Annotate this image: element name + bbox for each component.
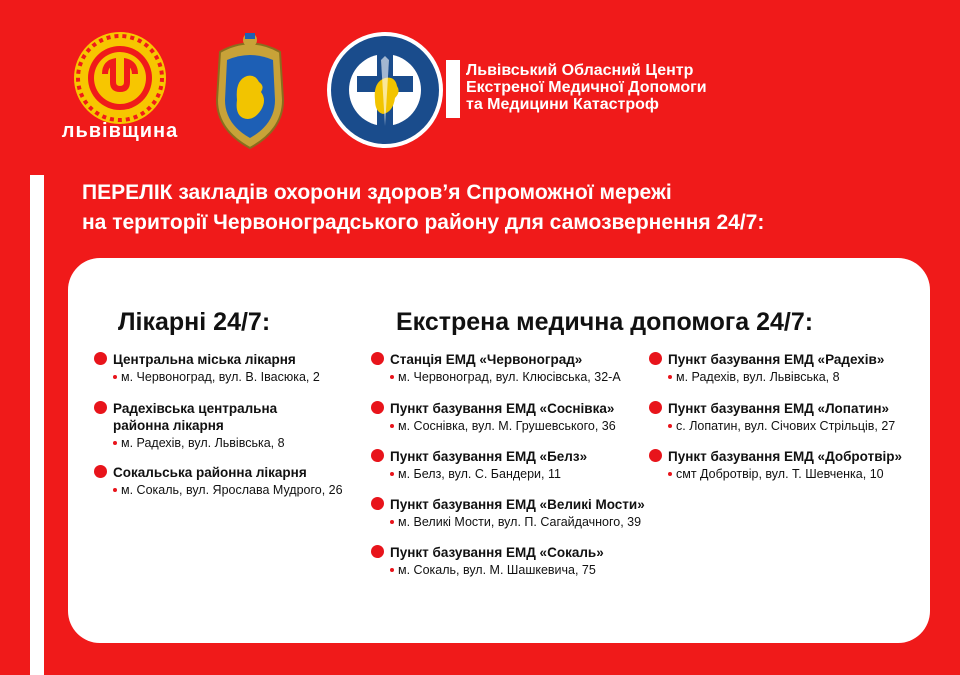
emergency-item (371, 351, 651, 384)
emergency-item (371, 400, 651, 433)
org-title (466, 62, 707, 113)
hospitals-title: Лікарні 24/7: (118, 308, 271, 336)
address-dot-icon (113, 488, 117, 492)
hospital-item (94, 400, 304, 450)
logo-wordmark: львівщина (61, 120, 179, 142)
address-dot-icon (390, 568, 394, 572)
emergency-name: Пункт базування ЕМД «Белз» (390, 449, 588, 464)
hospital-name: Центральна міська лікарня (113, 352, 296, 367)
emergency-address: м. Радехів, вул. Львівська, 8 (676, 370, 840, 384)
emergency-item (371, 448, 651, 481)
emergency-name: Пункт базування ЕМД «Великі Мости» (390, 497, 645, 512)
hospital-name: Сокальська районна лікарня (113, 465, 307, 480)
emergency-name: Пункт базування ЕМД «Добротвір» (668, 449, 903, 464)
bullet-dot-icon (649, 352, 662, 365)
address-dot-icon (390, 424, 394, 428)
emergency-address: м. Червоноград, вул. Клюсівська, 32-А (398, 370, 621, 384)
hospital-address: м. Червоноград, вул. В. Івасюка, 2 (121, 370, 320, 384)
address-dot-icon (390, 472, 394, 476)
address-dot-icon (113, 441, 117, 445)
emergency-name: Пункт базування ЕМД «Лопатин» (668, 401, 890, 416)
emergency-item (371, 496, 671, 529)
address-dot-icon (668, 472, 672, 476)
bullet-dot-icon (371, 352, 384, 365)
emergency-name: Пункт базування ЕМД «Радехів» (668, 352, 885, 367)
bullet-dot-icon (371, 401, 384, 414)
emergency-address: с. Лопатин, вул. Січових Стрільців, 27 (676, 419, 896, 433)
address-dot-icon (390, 520, 394, 524)
emergency-medical-emblem-icon (325, 30, 445, 150)
hospital-address: м. Радехів, вул. Львівська, 8 (121, 436, 285, 450)
bullet-dot-icon (371, 449, 384, 462)
emergency-item (649, 448, 924, 481)
headline-line-2: на території Червоноградського району для самозвернення 24/7: (82, 211, 765, 234)
org-title-line-2: Екстреної Медичної Допомоги (466, 79, 707, 96)
emergency-item (649, 351, 919, 384)
address-dot-icon (390, 375, 394, 379)
page-headline (82, 178, 764, 238)
org-title-line-3: та Медицини Катастроф (466, 96, 659, 113)
emergency-address: м. Белз, вул. С. Бандери, 11 (398, 467, 561, 481)
facilities-card (68, 258, 930, 643)
emergency-item (371, 544, 651, 577)
emergency-item (649, 400, 919, 433)
bullet-dot-icon (371, 497, 384, 510)
emergency-name: Станція ЕМД «Червоноград» (390, 352, 583, 367)
hospital-item (94, 464, 364, 497)
bullet-dot-icon (649, 449, 662, 462)
emergency-address: м. Соснівка, вул. М. Грушевського, 36 (398, 419, 616, 433)
bullet-dot-icon (94, 352, 107, 365)
org-title-line-1: Львівський Обласний Центр (466, 62, 694, 79)
bullet-dot-icon (94, 465, 107, 478)
address-dot-icon (668, 375, 672, 379)
hospital-name: Радехівська центральна районна лікарня (113, 401, 278, 433)
org-title-bar (446, 60, 460, 118)
bullet-dot-icon (371, 545, 384, 558)
emergency-address: смт Добротвір, вул. Т. Шевченка, 10 (676, 467, 884, 481)
bullet-dot-icon (94, 401, 107, 414)
coat-of-arms-icon (205, 30, 295, 155)
headline-line-1: ПЕРЕЛІК закладів охорони здоров’я Спроможної мережі (82, 181, 672, 204)
lvivshchyna-logo (40, 28, 200, 148)
emergency-address: м. Сокаль, вул. М. Шашкевича, 75 (398, 563, 596, 577)
address-dot-icon (113, 375, 117, 379)
emergency-title: Екстрена медична допомога 24/7: (396, 308, 814, 336)
emergency-name: Пункт базування ЕМД «Сокаль» (390, 545, 604, 560)
emergency-name: Пункт базування ЕМД «Соснівка» (390, 401, 615, 416)
emergency-address: м. Великі Мости, вул. П. Сагайдачного, 39 (398, 515, 642, 529)
address-dot-icon (668, 424, 672, 428)
decorative-stripe (30, 175, 44, 675)
hospital-item (94, 351, 334, 384)
sun-emblem-icon (40, 28, 200, 128)
bullet-dot-icon (649, 401, 662, 414)
hospital-address: м. Сокаль, вул. Ярослава Мудрого, 26 (121, 483, 343, 497)
